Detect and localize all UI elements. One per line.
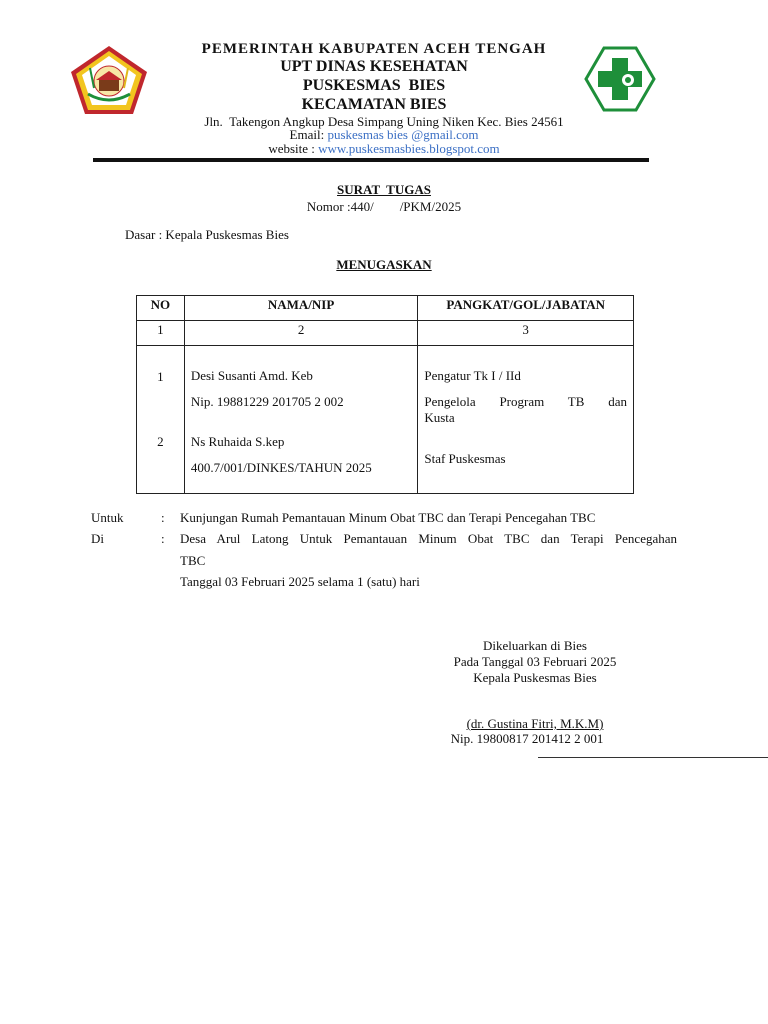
row-names — [184, 346, 418, 494]
place-text: Desa Arul Latong Untuk Pemantauan Minum Obat TBC dan Terapi Pencegahan — [180, 531, 677, 546]
staff-nip: 400.7/001/DINKES/TAHUN 2025 — [190, 460, 372, 475]
staff-rank: Pengatur Tk I / IId — [424, 368, 521, 383]
letter-basis: Dasar : Kepala Puskesmas Bies — [125, 227, 289, 242]
purpose-label: Untuk — [91, 510, 124, 525]
issued-at: Dikeluarkan di Bies — [483, 638, 587, 653]
kop-line-1: PEMERINTAH KABUPATEN ACEH TENGAH — [201, 41, 547, 57]
staff-position: Pengelola Program TB dan — [424, 394, 627, 409]
table-row — [137, 346, 634, 494]
index-cell: 1 — [137, 321, 185, 346]
letter-number: Nomor :440/ /PKM/2025 — [306, 199, 462, 214]
place-text-cont: TBC — [180, 553, 206, 568]
staff-name: Ns Ruhaida S.kep — [190, 434, 285, 449]
puskesmas-cross-icon — [584, 46, 656, 112]
signer-role: Kepala Puskesmas Bies — [473, 670, 597, 685]
regency-emblem-icon — [68, 44, 150, 116]
header-name-nip: NAMA/NIP — [184, 296, 418, 321]
kop-line-4: KECAMATAN BIES — [301, 96, 447, 113]
index-cell: 3 — [418, 321, 634, 346]
signer-name: (dr. Gustina Fitri, M.K.M) — [466, 716, 604, 731]
row-no: 1 — [157, 369, 164, 384]
staff-name: Desi Susanti Amd. Keb — [190, 368, 313, 383]
letter-heading: MENUGASKAN — [336, 257, 432, 272]
kop-line-2: UPT DINAS KESEHATAN — [280, 58, 468, 75]
table-header-row — [137, 296, 634, 321]
staff-nip: Nip. 19881229 201705 2 002 — [190, 394, 344, 409]
place-colon: : — [161, 531, 165, 546]
header-no: NO — [137, 296, 185, 321]
kop-address: Jln. Takengon Angkup Desa Simpang Uning Niken Kec. Bies 24561 — [204, 114, 564, 129]
letter-title: SURAT TUGAS — [337, 182, 431, 197]
purpose-text: Kunjungan Rumah Pemantauan Minum Obat TBC dan Terapi Pencegahan TBC — [180, 510, 596, 525]
kop-divider — [93, 158, 649, 162]
signature-divider — [538, 757, 768, 758]
row-ranks — [418, 346, 634, 494]
signer-nip: Nip. 19800817 201412 2 001 — [450, 731, 604, 746]
header-rank: PANGKAT/GOL/JABATAN — [418, 296, 634, 321]
kop-website-line — [130, 141, 638, 157]
staff-position-cont: Kusta — [424, 410, 455, 425]
table-index-row — [137, 321, 634, 346]
staff-table — [136, 295, 634, 494]
row-numbers — [137, 346, 185, 494]
website-label: website : — [268, 141, 315, 156]
issued-date: Pada Tanggal 03 Februari 2025 — [453, 654, 617, 669]
purpose-colon: : — [161, 510, 165, 525]
index-cell: 2 — [184, 321, 418, 346]
staff-position: Staf Puskesmas — [424, 451, 506, 466]
assignment-date: Tanggal 03 Februari 2025 selama 1 (satu) hari — [180, 574, 420, 589]
row-no: 2 — [157, 434, 164, 449]
email-label: Email: — [289, 127, 325, 142]
website-link[interactable]: www.puskesmasbies.blogspot.com — [318, 141, 500, 156]
email-link[interactable]: puskesmas bies @gmail.com — [327, 127, 479, 142]
place-label: Di — [91, 531, 104, 546]
kop-line-3: PUSKESMAS BIES — [302, 77, 446, 94]
